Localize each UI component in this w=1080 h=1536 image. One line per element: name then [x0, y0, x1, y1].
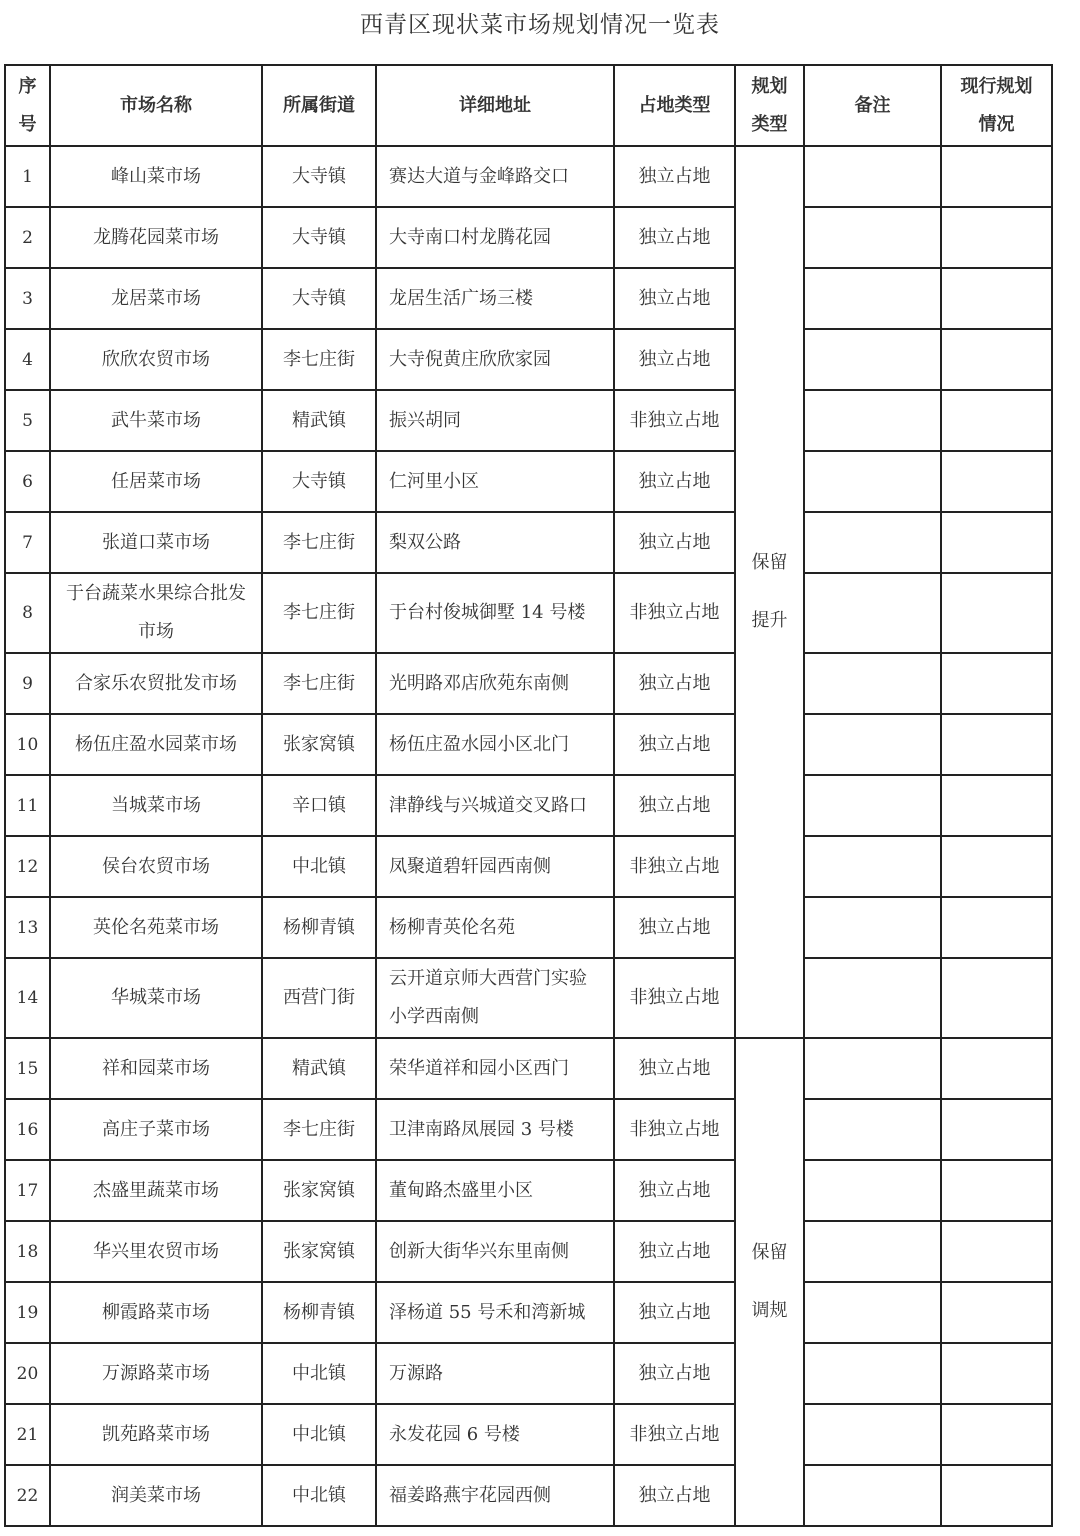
- row-index: 1: [5, 146, 50, 207]
- current-plan-cell: [941, 1465, 1052, 1526]
- row-index: 16: [5, 1099, 50, 1160]
- table-row: [5, 207, 1052, 268]
- table-row: [5, 573, 1052, 653]
- remarks-cell: [804, 451, 941, 512]
- street: 李七庄街: [262, 329, 376, 390]
- header-row: [5, 65, 1052, 146]
- remarks-cell: [804, 1282, 941, 1343]
- street: 中北镇: [262, 1465, 376, 1526]
- current-plan-cell: [941, 390, 1052, 451]
- street: 李七庄街: [262, 573, 376, 653]
- market-name: 峰山菜市场: [50, 146, 262, 207]
- current-plan-cell: [941, 1221, 1052, 1282]
- table-row: [5, 329, 1052, 390]
- land-type: 独立占地: [614, 775, 735, 836]
- remarks-cell: [804, 268, 941, 329]
- address: 荣华道祥和园小区西门: [376, 1038, 614, 1099]
- market-name: 欣欣农贸市场: [50, 329, 262, 390]
- land-type: 独立占地: [614, 1465, 735, 1526]
- market-name: 英伦名苑菜市场: [50, 897, 262, 958]
- land-type: 独立占地: [614, 1038, 735, 1099]
- table-row: [5, 714, 1052, 775]
- land-type: 独立占地: [614, 451, 735, 512]
- street: 杨柳青镇: [262, 1282, 376, 1343]
- market-name: 万源路菜市场: [50, 1343, 262, 1404]
- remarks-cell: [804, 512, 941, 573]
- current-plan-cell: [941, 146, 1052, 207]
- header-name: 市场名称: [50, 65, 262, 146]
- row-index: 12: [5, 836, 50, 897]
- table-row: [5, 268, 1052, 329]
- market-name: 张道口菜市场: [50, 512, 262, 573]
- table-row: [5, 1404, 1052, 1465]
- street: 张家窝镇: [262, 1160, 376, 1221]
- address: 卫津南路凤展园 3 号楼: [376, 1099, 614, 1160]
- land-type: 独立占地: [614, 897, 735, 958]
- street: 张家窝镇: [262, 1221, 376, 1282]
- current-plan-cell: [941, 775, 1052, 836]
- current-plan-cell: [941, 573, 1052, 653]
- remarks-cell: [804, 1343, 941, 1404]
- row-index: 8: [5, 573, 50, 653]
- land-type: 非独立占地: [614, 573, 735, 653]
- street: 大寺镇: [262, 207, 376, 268]
- header-remarks: 备注: [804, 65, 941, 146]
- table-row: [5, 1038, 1052, 1099]
- current-plan-cell: [941, 207, 1052, 268]
- current-plan-cell: [941, 329, 1052, 390]
- market-name-line: 于台蔬菜水果综合批发: [66, 583, 246, 604]
- remarks-cell: [804, 1099, 941, 1160]
- street: 李七庄街: [262, 1099, 376, 1160]
- land-type: 独立占地: [614, 1221, 735, 1282]
- address: 梨双公路: [376, 512, 614, 573]
- market-name: 润美菜市场: [50, 1465, 262, 1526]
- address-line: 小学西南侧: [389, 1006, 479, 1027]
- remarks-cell: [804, 329, 941, 390]
- street: 杨柳青镇: [262, 897, 376, 958]
- market-name: 高庄子菜市场: [50, 1099, 262, 1160]
- header-street: 所属街道: [262, 65, 376, 146]
- table-row: [5, 1221, 1052, 1282]
- row-index: 9: [5, 653, 50, 714]
- row-index: 2: [5, 207, 50, 268]
- row-index: 4: [5, 329, 50, 390]
- land-type: 独立占地: [614, 512, 735, 573]
- address: 杨柳青英伦名苑: [376, 897, 614, 958]
- remarks-cell: [804, 1221, 941, 1282]
- table-row: [5, 958, 1052, 1038]
- market-name: 凯苑路菜市场: [50, 1404, 262, 1465]
- market-name: 武牛菜市场: [50, 390, 262, 451]
- market-name-line: 市场: [138, 621, 174, 642]
- table-row: [5, 451, 1052, 512]
- current-plan-cell: [941, 1404, 1052, 1465]
- current-plan-cell: [941, 714, 1052, 775]
- market-name: 任居菜市场: [50, 451, 262, 512]
- header-plan-type-label: 规划类型: [751, 75, 788, 135]
- row-index: 19: [5, 1282, 50, 1343]
- market-name: 华城菜市场: [50, 958, 262, 1038]
- header-address: 详细地址: [376, 65, 614, 146]
- plan-type-line: 调规: [751, 1300, 788, 1321]
- land-type: 独立占地: [614, 146, 735, 207]
- address: 创新大街华兴东里南侧: [376, 1221, 614, 1282]
- remarks-cell: [804, 897, 941, 958]
- street: 中北镇: [262, 1404, 376, 1465]
- table-row: [5, 1282, 1052, 1343]
- street: 中北镇: [262, 836, 376, 897]
- address: 万源路: [376, 1343, 614, 1404]
- market-name: 杨伍庄盈水园菜市场: [50, 714, 262, 775]
- remarks-cell: [804, 207, 941, 268]
- plan-type: [735, 146, 804, 1038]
- plan-type: [735, 1038, 804, 1526]
- remarks-cell: [804, 958, 941, 1038]
- address: 董甸路杰盛里小区: [376, 1160, 614, 1221]
- street: 张家窝镇: [262, 714, 376, 775]
- current-plan-cell: [941, 653, 1052, 714]
- street: 大寺镇: [262, 451, 376, 512]
- remarks-cell: [804, 1465, 941, 1526]
- market-name: 华兴里农贸市场: [50, 1221, 262, 1282]
- current-plan-cell: [941, 1160, 1052, 1221]
- header-index: [5, 65, 50, 146]
- address: 永发花园 6 号楼: [376, 1404, 614, 1465]
- street: 大寺镇: [262, 268, 376, 329]
- street: 中北镇: [262, 1343, 376, 1404]
- street: 精武镇: [262, 1038, 376, 1099]
- table-row: [5, 146, 1052, 207]
- current-plan-cell: [941, 1343, 1052, 1404]
- street: 李七庄街: [262, 653, 376, 714]
- table-row: [5, 897, 1052, 958]
- table-row: [5, 390, 1052, 451]
- row-index: 10: [5, 714, 50, 775]
- row-index: 7: [5, 512, 50, 573]
- row-index: 17: [5, 1160, 50, 1221]
- plan-type-line: 保留: [751, 552, 788, 573]
- address: 龙居生活广场三楼: [376, 268, 614, 329]
- remarks-cell: [804, 573, 941, 653]
- table-row: [5, 512, 1052, 573]
- table-row: [5, 1465, 1052, 1526]
- market-name: 龙腾花园菜市场: [50, 207, 262, 268]
- land-type: 非独立占地: [614, 958, 735, 1038]
- land-type: 独立占地: [614, 1160, 735, 1221]
- table-row: [5, 1343, 1052, 1404]
- header-plan-type: [735, 65, 804, 146]
- address-line: 云开道京师大西营门实验: [389, 968, 587, 989]
- current-plan-cell: [941, 897, 1052, 958]
- address: 光明路邓店欣苑东南侧: [376, 653, 614, 714]
- plan-type-line: 保留: [751, 1242, 788, 1263]
- market-table: [4, 64, 1053, 1527]
- remarks-cell: [804, 653, 941, 714]
- street: 辛口镇: [262, 775, 376, 836]
- row-index: 14: [5, 958, 50, 1038]
- remarks-cell: [804, 836, 941, 897]
- header-land-type: 占地类型: [614, 65, 735, 146]
- header-current-plan: [941, 65, 1052, 146]
- address: [376, 958, 614, 1038]
- page-title: 西青区现状菜市场规划情况一览表: [360, 12, 720, 38]
- market-name: 柳霞路菜市场: [50, 1282, 262, 1343]
- address: 大寺倪黄庄欣欣家园: [376, 329, 614, 390]
- market-name: 龙居菜市场: [50, 268, 262, 329]
- street: 精武镇: [262, 390, 376, 451]
- land-type: 非独立占地: [614, 1099, 735, 1160]
- current-plan-cell: [941, 451, 1052, 512]
- plan-type-line: 提升: [751, 610, 788, 631]
- street: 大寺镇: [262, 146, 376, 207]
- table-row: [5, 836, 1052, 897]
- current-plan-cell: [941, 1282, 1052, 1343]
- row-index: 20: [5, 1343, 50, 1404]
- market-name: 合家乐农贸批发市场: [50, 653, 262, 714]
- address: 仁河里小区: [376, 451, 614, 512]
- table-row: [5, 775, 1052, 836]
- land-type: 独立占地: [614, 714, 735, 775]
- land-type: 独立占地: [614, 207, 735, 268]
- address: 福姜路燕宇花园西侧: [376, 1465, 614, 1526]
- current-plan-cell: [941, 836, 1052, 897]
- address: 杨伍庄盈水园小区北门: [376, 714, 614, 775]
- land-type: 非独立占地: [614, 390, 735, 451]
- row-index: 22: [5, 1465, 50, 1526]
- market-name: 祥和园菜市场: [50, 1038, 262, 1099]
- current-plan-cell: [941, 1099, 1052, 1160]
- market-name: 杰盛里蔬菜市场: [50, 1160, 262, 1221]
- row-index: 3: [5, 268, 50, 329]
- current-plan-cell: [941, 1038, 1052, 1099]
- current-plan-cell: [941, 512, 1052, 573]
- current-plan-cell: [941, 268, 1052, 329]
- row-index: 15: [5, 1038, 50, 1099]
- street: 李七庄街: [262, 512, 376, 573]
- row-index: 21: [5, 1404, 50, 1465]
- remarks-cell: [804, 390, 941, 451]
- remarks-cell: [804, 1038, 941, 1099]
- market-name: 当城菜市场: [50, 775, 262, 836]
- address: 凤聚道碧轩园西南侧: [376, 836, 614, 897]
- address: 于台村俊城御墅 14 号楼: [376, 573, 614, 653]
- market-name: 侯台农贸市场: [50, 836, 262, 897]
- land-type: 独立占地: [614, 329, 735, 390]
- remarks-cell: [804, 1160, 941, 1221]
- street: 西营门街: [262, 958, 376, 1038]
- header-current-plan-label: 现行规划情况: [960, 75, 1033, 135]
- current-plan-cell: [941, 958, 1052, 1038]
- table-row: [5, 653, 1052, 714]
- market-name: [50, 573, 262, 653]
- land-type: 独立占地: [614, 1282, 735, 1343]
- address: 赛达大道与金峰路交口: [376, 146, 614, 207]
- row-index: 5: [5, 390, 50, 451]
- land-type: 非独立占地: [614, 836, 735, 897]
- land-type: 独立占地: [614, 268, 735, 329]
- address: 大寺南口村龙腾花园: [376, 207, 614, 268]
- header-index-label: 序号: [18, 75, 37, 135]
- row-index: 13: [5, 897, 50, 958]
- table-row: [5, 1099, 1052, 1160]
- land-type: 独立占地: [614, 653, 735, 714]
- land-type: 非独立占地: [614, 1404, 735, 1465]
- address: 泽杨道 55 号禾和湾新城: [376, 1282, 614, 1343]
- row-index: 11: [5, 775, 50, 836]
- remarks-cell: [804, 146, 941, 207]
- remarks-cell: [804, 775, 941, 836]
- land-type: 独立占地: [614, 1343, 735, 1404]
- address: 津静线与兴城道交叉路口: [376, 775, 614, 836]
- row-index: 18: [5, 1221, 50, 1282]
- remarks-cell: [804, 714, 941, 775]
- table-row: [5, 1160, 1052, 1221]
- address: 振兴胡同: [376, 390, 614, 451]
- row-index: 6: [5, 451, 50, 512]
- remarks-cell: [804, 1404, 941, 1465]
